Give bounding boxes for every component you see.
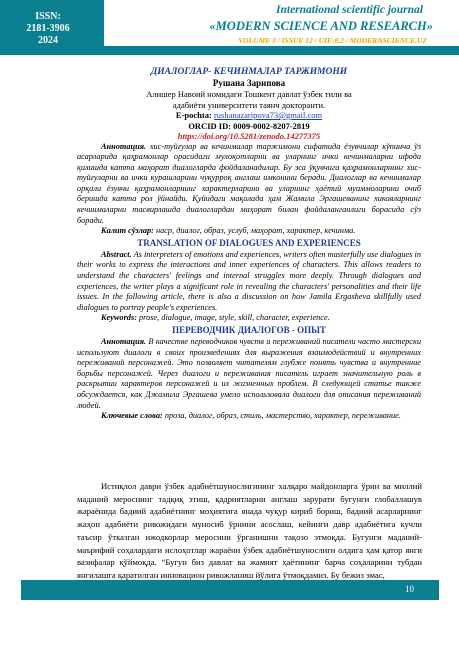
article-title: ДИАЛОГЛАР- КЕЧИНМАЛАР ТАРЖИМОНИ [150, 67, 348, 77]
issn-value: 2181-3906 [26, 23, 70, 34]
section-heading-en: TRANSLATION OF DIALOGUES AND EXPERIENCES [137, 237, 361, 248]
affiliation-line-2: адабиёти университети таянч докторанти. [172, 99, 326, 110]
abstract-ru-text: В качестве переводчиков чувств и переживаний писатели часто мастерски используют диалоги в своих произведениях для выражения взаимодействий и внутренних переживаний персонажей. Это позволяет читателям глубже понять чувства и внутренние борьбы персонажей. Через диалоги и переживания писатель играет значительную роль в раскрытии характеров персонажей и их жизненных проблем. В следующей статье также обсуждается, как Джамила Эргашева умело использовала диалоги для описания переживаний людей. [77, 337, 421, 410]
journal-title: International scientific journal [276, 4, 423, 16]
keywords-ru [77, 411, 421, 422]
journal-header [0, 0, 459, 55]
abstract-uz-label: Аннотация. [101, 141, 147, 151]
issn-box [0, 0, 96, 55]
author-name: Рушана Зарипова [212, 78, 286, 88]
affiliation-line-1: Алишер Навоий номидаги Тошкент давлат ўзбек тили ва [146, 89, 352, 99]
keywords-ru-label: Ключевые слова: [101, 411, 163, 421]
abstract-en-label: Abstract. [101, 249, 132, 259]
abstract-uz-text: хис-туйғулар ва кечинмалар таржимони сифатида ёзувчилар кўпинча ўз асарларида қаҳрамонлар орасидаги мулоқотларни ва уларнинг ички кечинмаларни ифода қилишда катта маҳорат диалоглардa фойдаланадилар. Бу эса ўқувчига қаҳрамонларнинг хис-туйғуларни ва ички курашларини чуқурроқ англаш имконини беради. Диалоглар ва кечинмалар орқали ёзувчи қаҳрамонларнинг характерларини ва уларнинг ҳаётий муаммоларини очиб беришда катта рол ўйнайди. Қуйидаги мақолада ҳам Жамила Эргашеванинг хикояларнинг кечинмаларни тасвирлашда диалоглардан маҳорат билан фойдаланганлиги борасида сўз боради. [77, 141, 421, 225]
abstract-en-text: As interpreters of emotions and experiences, writers often masterfully use dialogues in their works to express the interactions and inner experiences of characters. This allows readers to understand the characters' feelings and internal struggles more deeply. Through dialogues and experiences, the writer plays a significant role in revealing the characters' personalities and their life issues. In the following article, there is also a discussion on how Jamila Ergasheva skillfully used dialogues to portray people's experiences. [77, 249, 421, 312]
doi-link[interactable]: https://doi.org/10.5281/zenodo.14277375 [177, 131, 321, 141]
footer-bar [21, 580, 439, 600]
volume-line: VOLUME 3 / ISSUE 12 / UIF:8.2 / MODERNSCIENCE.UZ [238, 36, 427, 45]
issn-label: ISSN: [35, 11, 61, 22]
keywords-uz [77, 226, 421, 237]
page-number: 10 [405, 584, 414, 594]
keywords-en-text: prose, dialogue, image, style, skill, character, experience. [136, 313, 330, 323]
keywords-en-label: Keywords: [101, 313, 137, 323]
email-label: E-pochta: [175, 110, 214, 120]
abstract-ru-label: Аннотация. [101, 337, 147, 346]
journal-name: «MODERN SCIENCE AND RESEARCH» [209, 19, 433, 33]
email-line [77, 110, 421, 121]
email-link[interactable]: rushanazaripova73@gmail.com [213, 110, 323, 120]
body-paragraph: Истиқлол даври ўзбек адабиётшунослигининг халқаро майдонларга ўрин ва миллий маданий мероснинг тадқиқ этиш, қадриятларни англаш зарурати бугунги глобаллашув жараёнида бадиий адабиётнинг моҳиятига янада чуқур кириб бориш, бадиий асарларнинг жаҳон адабиёти ривожидаги муносиб ўрнини асослаш, кейинги давр адабиётига кучли таъсир ўтказган ижодкорлар меросини ўрганишни тақозо этмоқда. Бугунги маданий-маърифий соҳалардаги ислоҳотлар жараёни ўзбек адабиётшунослиги олдига ҳам қатор янги вазифалар қўймоқда. “Бугун биз давлат ва жамият ҳаётининг барча соҳаларини тубдан янгилашга қаратилган инновацион ривожланиш йўлига ўтмоқдамиз. Бу бежиз эмас, [77, 481, 422, 580]
keywords-en [77, 313, 421, 324]
issn-year: 2024 [38, 35, 58, 46]
article-content [77, 67, 421, 422]
keywords-ru-text: проза, диалог, образ, стиль, мастерство, характер, переживание. [162, 411, 401, 421]
abstract-uz [77, 142, 421, 227]
keywords-uz-label: Калит сўзлар: [101, 226, 154, 236]
section-heading-ru: ПЕРЕВОДЧИК ДИАЛОГОВ - ОПЫТ [172, 325, 326, 335]
abstract-ru [77, 337, 421, 411]
abstract-en [77, 250, 421, 314]
orcid: ORCID ID: 0009-0002-8207-2819 [188, 120, 310, 131]
keywords-uz-text: наср, диалог, образ, услуб, маҳорат, характер, кечинма. [153, 226, 356, 236]
